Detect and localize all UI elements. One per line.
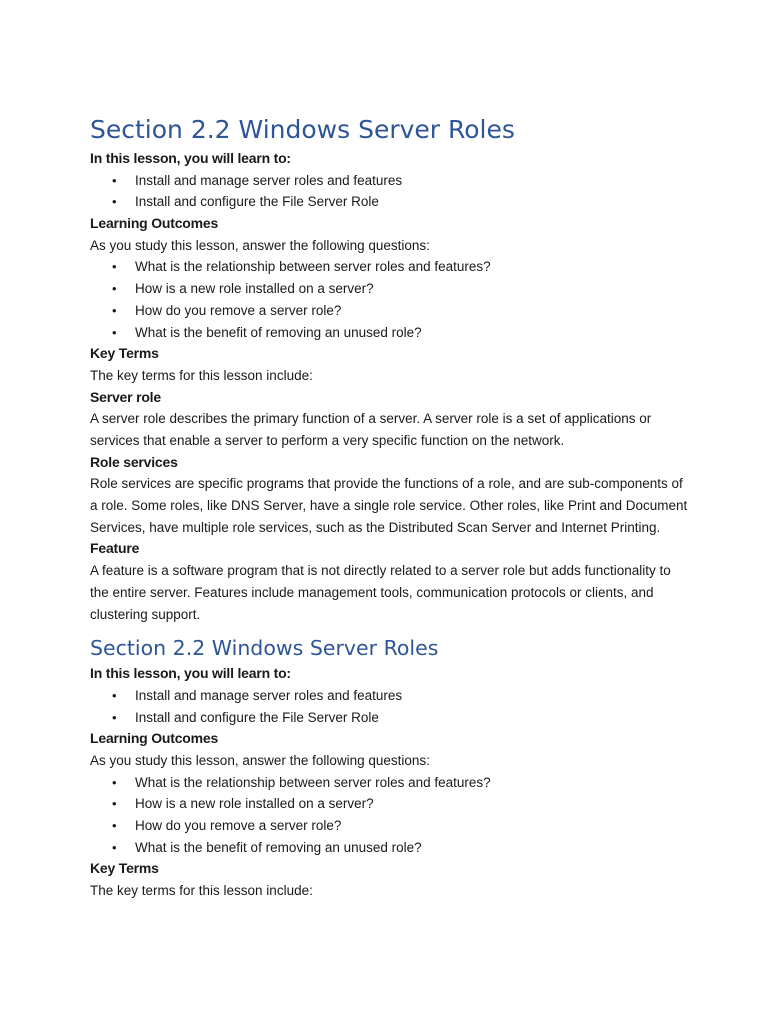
learn-list (90, 685, 690, 728)
learn-heading: In this lesson, you will learn to: (90, 665, 291, 682)
outcomes-intro: As you study this lesson, answer the following questions: (90, 237, 430, 253)
term-heading: Role services (90, 453, 178, 470)
outcomes-heading: Learning Outcomes (90, 215, 219, 232)
term-definition: Role services are specific programs that provide the functions of a role, and are sub-components of a role. Some roles, like DNS Server, have a single role service. Other roles, like Print and Document Services, have multiple role services, such as the Distributed Scan Server and Internet Printing. (90, 476, 688, 535)
list-item: • What is the benefit of removing an unused role? (90, 322, 690, 344)
term-heading: Feature (90, 540, 140, 557)
list-item: • Install and configure the File Server Role (90, 191, 690, 213)
section-title: Section 2.2 Windows Server Roles (90, 115, 515, 144)
list-item: • How is a new role installed on a server? (90, 793, 690, 815)
list-item: • How do you remove a server role? (90, 815, 690, 837)
questions-list (90, 256, 690, 343)
keyterms-heading: Key Terms (90, 860, 159, 877)
term-definition: A feature is a software program that is not directly related to a server role but adds functionality to the entire server. Features include management tools, communication protocols or clients, and clustering support. (90, 563, 671, 622)
list-item: • What is the relationship between server roles and features? (90, 256, 690, 278)
term-definition: A server role describes the primary function of a server. A server role is a set of applications or services that enable a server to perform a very specific function on the network. (90, 411, 652, 448)
list-item: • What is the relationship between server roles and features? (90, 772, 690, 794)
keyterms-intro: The key terms for this lesson include: (90, 367, 313, 383)
section-title: Section 2.2 Windows Server Roles (90, 636, 439, 661)
document-page (90, 112, 690, 902)
learn-list (90, 170, 690, 213)
list-item: • What is the benefit of removing an unused role? (90, 837, 690, 859)
list-item: • Install and manage server roles and features (90, 685, 690, 707)
list-item: • Install and manage server roles and features (90, 170, 690, 192)
list-item: • How do you remove a server role? (90, 300, 690, 322)
learn-heading: In this lesson, you will learn to: (90, 150, 291, 166)
outcomes-heading: Learning Outcomes (90, 730, 219, 747)
list-item: • How is a new role installed on a server? (90, 278, 690, 300)
keyterms-intro: The key terms for this lesson include: (90, 883, 313, 899)
outcomes-intro: As you study this lesson, answer the following questions: (90, 753, 430, 769)
term-heading: Server role (90, 388, 161, 405)
keyterms-heading: Key Terms (90, 345, 159, 362)
list-item: • Install and configure the File Server Role (90, 707, 690, 729)
questions-list (90, 772, 690, 859)
